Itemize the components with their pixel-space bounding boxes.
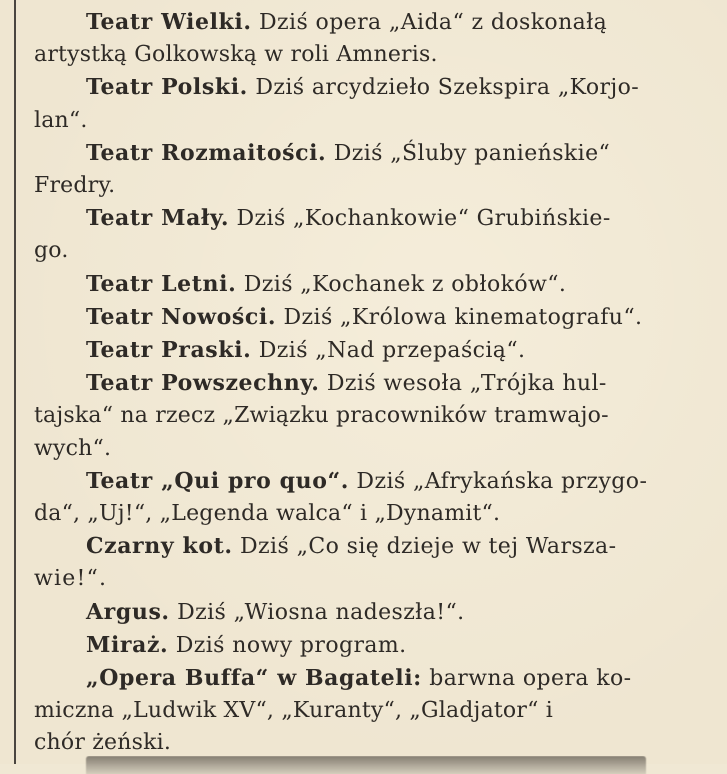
cut-off-next-line [34, 756, 727, 774]
listing-line [34, 465, 684, 498]
listing-text: Dziś „Co się dzieje w tej Warsza- [232, 534, 617, 560]
listing-name: Teatr Polski. [86, 74, 248, 101]
listing-line [34, 629, 684, 662]
listing-line [34, 301, 684, 334]
listing-line [34, 367, 684, 400]
listing-name: „Opera Buffa“ w Bagateli: [86, 665, 422, 692]
listing-line [34, 596, 684, 629]
listing-name: Teatr Letni. [86, 270, 237, 297]
listing-continuation: miczna „Ludwik XV“, „Kuranty“, „Gladjator“ i [34, 698, 553, 724]
listing-name: Teatr „Qui pro quo“. [86, 467, 350, 494]
listing-continuation: chór żeński. [34, 730, 172, 756]
listing-text: Dziś opera „Aida“ z doskonałą [251, 10, 608, 35]
listing-text: Dziś „Afrykańska przygo- [349, 468, 648, 494]
listing-line [34, 268, 684, 301]
listing-continuation: da“, „Uj!“, „Legenda walca“ i „Dynamit“. [34, 501, 501, 527]
listing-name: Teatr Powszechny. [86, 370, 320, 397]
listing-text: Dziś arcydzieło Szekspira „Korjo- [247, 75, 640, 101]
listing-text: Dziś wesoła „Trójka hul- [319, 371, 607, 397]
listing-text: Dziś nowy program. [168, 632, 407, 658]
listing-text: Dziś „Nad przepaścią“. [251, 338, 526, 364]
listing-line [34, 71, 684, 104]
listing-name: Teatr Mały. [86, 205, 230, 232]
listing-continuation: artystką Golkowską w roli Amneris. [34, 42, 438, 68]
listing-name: Teatr Nowości. [86, 303, 277, 330]
listing-text: Dziś „Wiosna nadeszła!“. [169, 599, 465, 625]
listing-continuation: Fredry. [34, 173, 116, 199]
listing-text: barwna opera ko- [421, 666, 632, 692]
listing-text: Dziś „Kochankowie“ Grubińskie- [229, 206, 611, 232]
listing-name: Miraż. [86, 631, 169, 658]
listing-line [34, 6, 684, 39]
listing-line [34, 202, 684, 235]
listing-name: Teatr Wielki. [86, 9, 252, 35]
listing-line [34, 530, 684, 563]
listing-line [34, 662, 684, 695]
listing-text: Dziś „Śluby panieńskie“ [326, 140, 611, 166]
listing-continuation: go. [34, 238, 69, 264]
listing-text: Dziś „Królowa kinematografu“. [276, 304, 643, 330]
listing-continuation: tajska“ na rzecz „Związku pracowników tramwajo- [34, 403, 609, 429]
listing-name: Argus. [86, 598, 170, 625]
listing-line [34, 334, 684, 367]
listing-text: Dziś „Kochanek z obłoków“. [236, 271, 567, 297]
listing-continuation: wych“. [34, 435, 112, 461]
listing-name: Czarny kot. [86, 533, 233, 560]
listing-continuation: wie!“. [34, 566, 108, 592]
theatre-listings-column [34, 6, 684, 760]
listing-continuation: lan“. [34, 107, 88, 133]
column-rule [14, 0, 16, 764]
listing-name: Teatr Praski. [86, 337, 252, 364]
listing-line [34, 137, 684, 170]
cut-off-text-fragment [86, 756, 646, 774]
listing-name: Teatr Rozmaitości. [86, 139, 327, 166]
